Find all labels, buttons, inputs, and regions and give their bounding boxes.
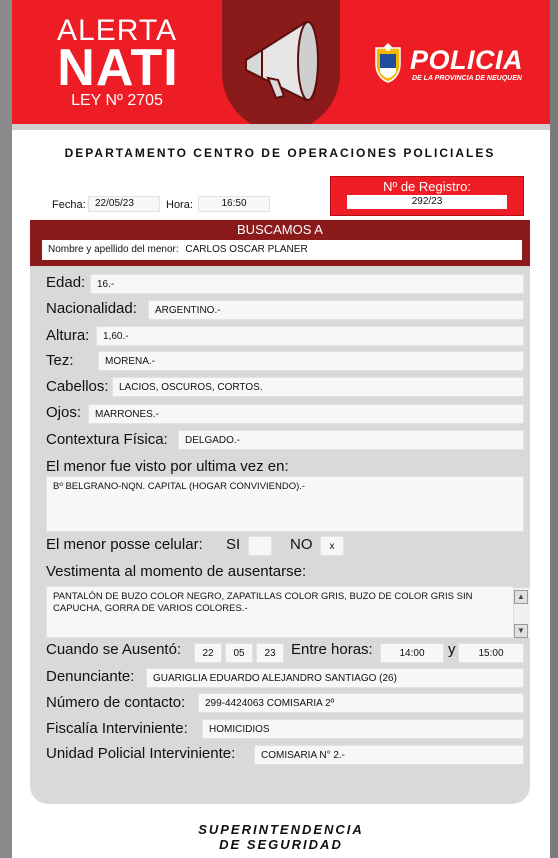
unidad-field[interactable]: COMISARIA N° 2.-	[254, 745, 524, 765]
policia-subtitle: DE LA PROVINCIA DE NEUQUEN	[412, 75, 522, 82]
vestimenta-field[interactable]: PANTALÓN DE BUZO COLOR NEGRO, ZAPATILLAS COLOR GRIS, BUZO DE COLOR GRIS SIN CAPUCHA, GORRA DE VARIOS COLORES.-	[46, 586, 514, 638]
visto-label: El menor fue visto por ultima vez en:	[46, 458, 289, 475]
hora-hasta-field[interactable]: 15:00	[458, 643, 524, 663]
buscamos-section	[30, 220, 530, 266]
celular-si-label: SI	[226, 536, 241, 553]
department-title: DEPARTAMENTO CENTRO DE OPERACIONES POLICIALES	[64, 146, 496, 160]
footer-line-1: SUPERINTENDENCIA	[198, 822, 364, 837]
fecha-field[interactable]: 22/05/23	[88, 196, 160, 212]
registro-field[interactable]: 292/23	[347, 195, 507, 209]
vestimenta-scrollbar[interactable]	[514, 588, 530, 638]
altura-field[interactable]: 1,60.-	[96, 326, 524, 346]
ausento-year-field[interactable]: 23	[256, 643, 284, 663]
tez-field[interactable]: MORENA.-	[98, 351, 524, 371]
contacto-label: Número de contacto:	[46, 694, 186, 711]
policia-logo-text: POLICIA	[410, 45, 524, 75]
header-banner	[12, 0, 550, 124]
buscamos-title: BUSCAMOS A	[237, 222, 323, 237]
registro-label: Nº de Registro:	[383, 179, 471, 194]
tez-label: Tez:	[46, 352, 74, 369]
vestimenta-label: Vestimenta al momento de ausentarse:	[46, 563, 307, 580]
poster	[12, 0, 550, 858]
celular-label: El menor posse celular:	[46, 536, 203, 553]
edad-field[interactable]: 16.-	[90, 274, 524, 294]
ojos-field[interactable]: MARRONES.-	[88, 404, 524, 424]
nacionalidad-label: Nacionalidad:	[46, 300, 137, 317]
nombre-field[interactable]	[42, 240, 522, 260]
contacto-field[interactable]: 299-4424063 COMISARIA 2º	[198, 693, 524, 713]
nombre-value: CARLOS OSCAR PLANER	[185, 244, 308, 255]
left-border	[0, 0, 12, 858]
megaphone-icon	[232, 8, 332, 108]
registro-box	[330, 176, 524, 216]
hora-label: Hora:	[166, 199, 193, 211]
fiscalia-label: Fiscalía Interviniente:	[46, 720, 188, 737]
ojos-label: Ojos:	[46, 404, 82, 421]
footer-title	[152, 822, 410, 852]
cabellos-field[interactable]: LACIOS, OSCUROS, CORTOS.	[112, 377, 524, 397]
fiscalia-field[interactable]: HOMICIDIOS	[202, 719, 524, 739]
celular-no-box[interactable]: x	[320, 536, 344, 556]
celular-si-box[interactable]	[248, 536, 272, 556]
police-badge-icon	[372, 42, 404, 84]
footer-line-2: DE SEGURIDAD	[219, 837, 343, 852]
alerta-title: ALERTA	[57, 14, 177, 47]
cabellos-label: Cabellos:	[46, 378, 109, 395]
scroll-down-icon[interactable]: ▼	[514, 624, 528, 638]
hora-desde-field[interactable]: 14:00	[380, 643, 444, 663]
celular-no-label: NO	[290, 536, 313, 553]
nombre-label: Nombre y apellido del menor:	[48, 244, 179, 255]
hora-field[interactable]: 16:50	[198, 196, 270, 212]
scroll-up-icon[interactable]: ▲	[514, 590, 528, 604]
nacionalidad-field[interactable]: ARGENTINO.-	[148, 300, 524, 320]
nati-title: NATI	[57, 39, 179, 97]
fecha-label: Fecha:	[52, 199, 86, 211]
unidad-label: Unidad Policial Interviniente:	[46, 745, 236, 762]
right-border	[550, 0, 558, 858]
contextura-label: Contextura Física:	[46, 431, 168, 448]
ausento-month-field[interactable]: 05	[225, 643, 253, 663]
visto-field[interactable]: Bº BELGRANO-NQN. CAPITAL (HOGAR CONVIVIENDO).-	[46, 476, 524, 532]
ley-number: LEY Nº 2705	[71, 92, 163, 109]
altura-label: Altura:	[46, 327, 90, 344]
ausento-day-field[interactable]: 22	[194, 643, 222, 663]
denunciante-label: Denunciante:	[46, 668, 135, 685]
denunciante-field[interactable]: GUARIGLIA EDUARDO ALEJANDRO SANTIAGO (26)	[146, 668, 524, 688]
megaphone-emblem	[222, 0, 340, 132]
edad-label: Edad:	[46, 274, 86, 291]
y-label: y	[448, 641, 456, 658]
ausento-label: Cuando se Ausentó:	[46, 641, 182, 658]
entre-horas-label: Entre horas:	[291, 641, 373, 658]
contextura-field[interactable]: DELGADO.-	[178, 430, 524, 450]
